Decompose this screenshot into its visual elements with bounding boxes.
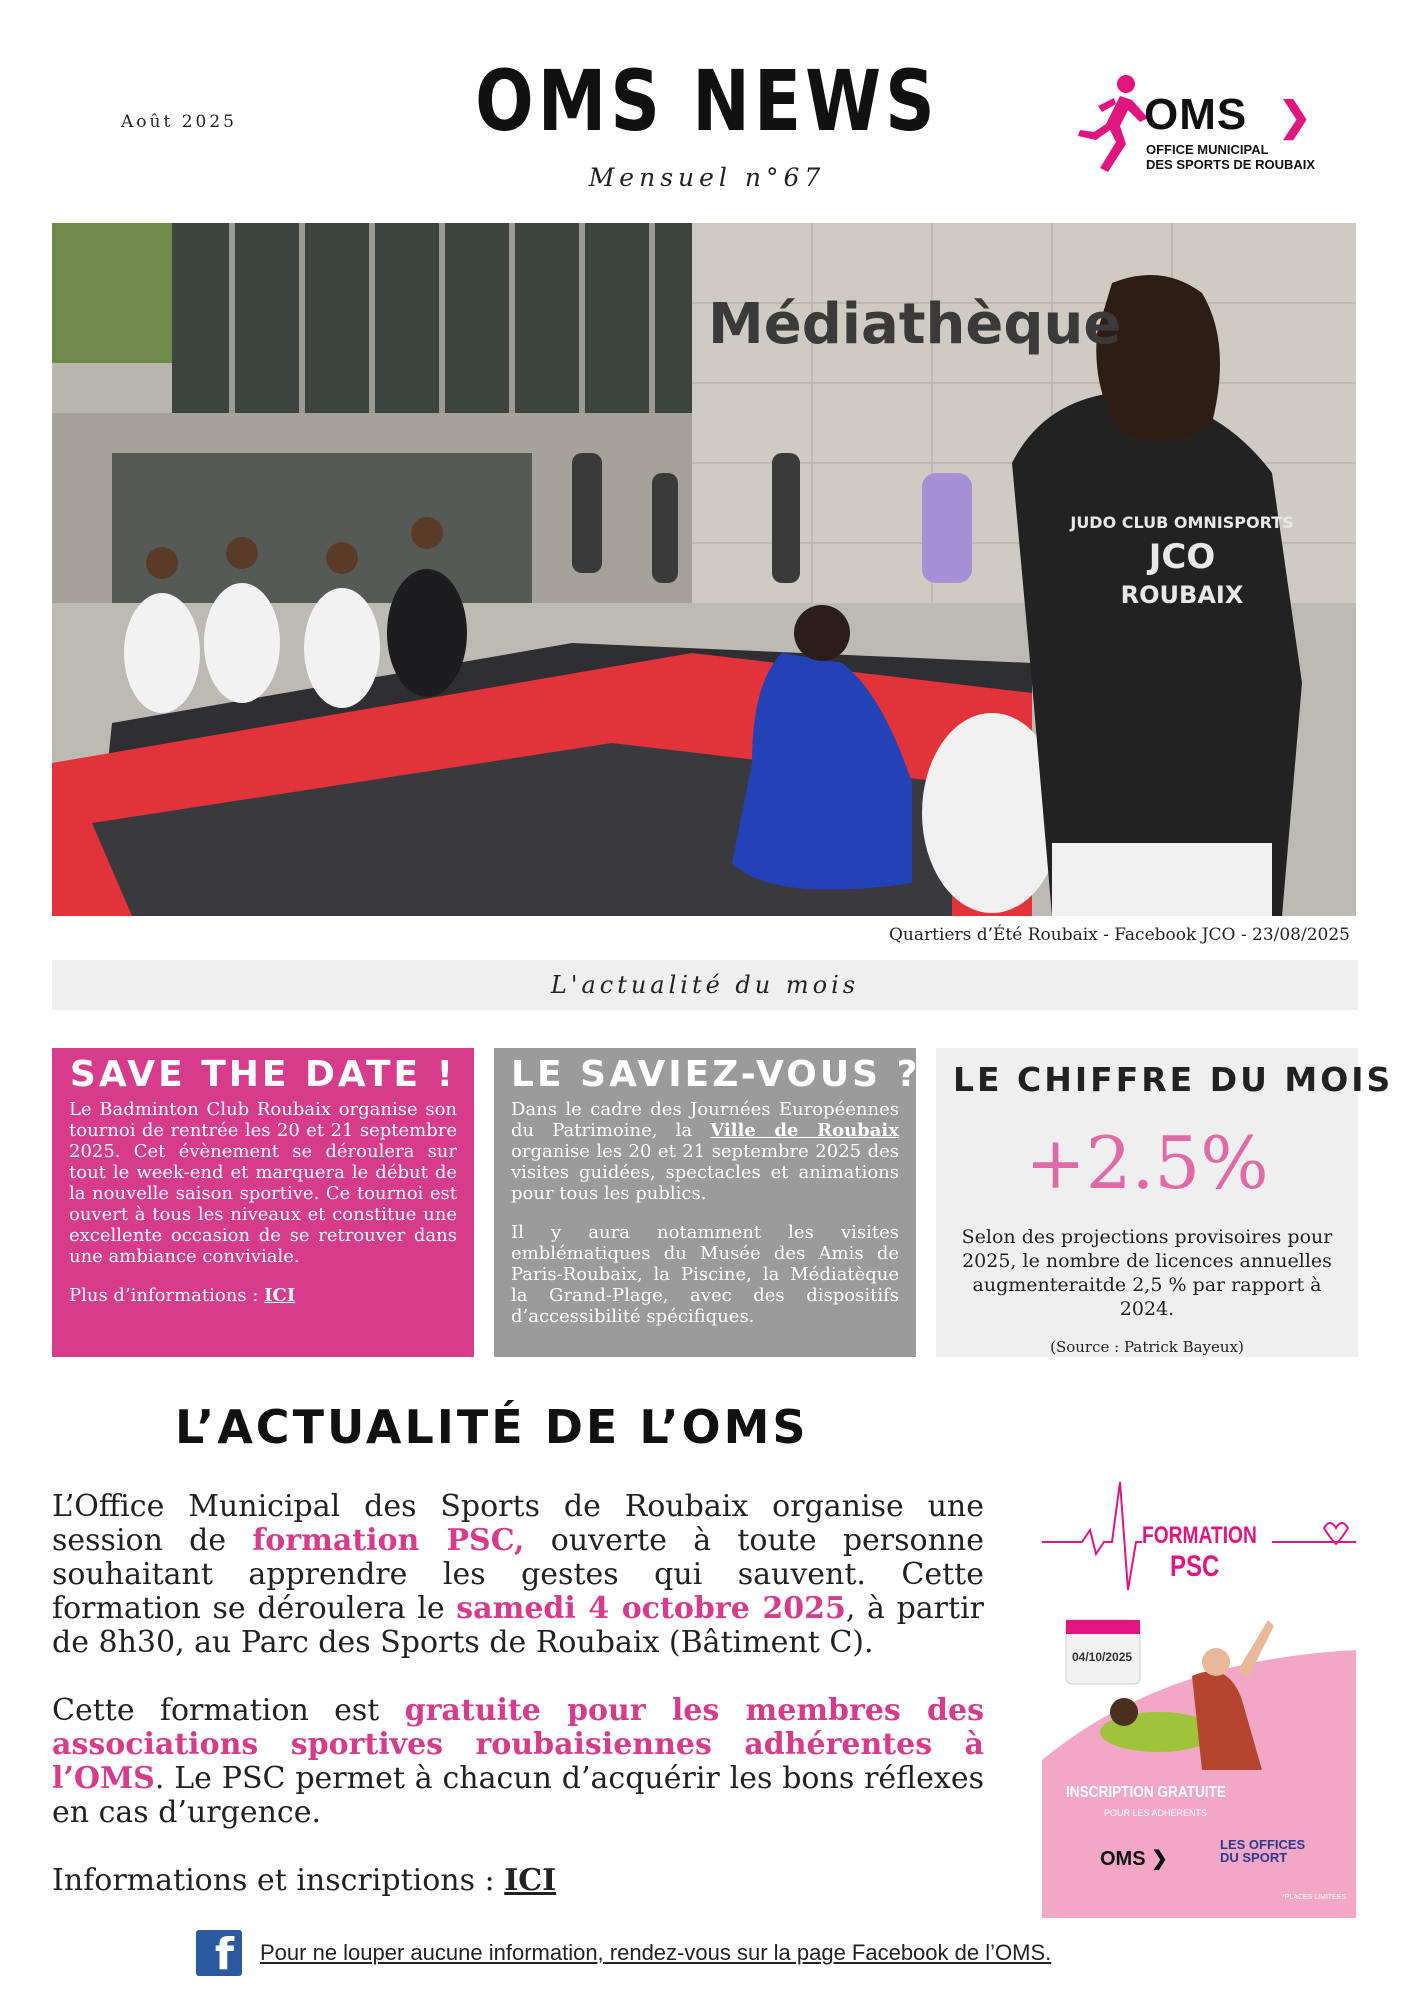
poster-places: *PLACES LIMITEES [1282,1894,1347,1901]
save-the-date-box [52,1048,474,1357]
poster-offices-line1: LES OFFICES [1220,1837,1306,1852]
figure-source: (Source : Patrick Bayeux) [1050,1338,1244,1356]
figure-of-month-title: LE CHIFFRE DU MOIS [953,1060,1394,1099]
psc-poster [1042,1480,1356,1918]
inscriptions-link[interactable]: ICI [504,1863,557,1898]
issue-date: Août 2025 [121,112,237,132]
runner-icon [1070,72,1150,176]
did-you-know-text1-b: organise les 20 et 21 septembre 2025 des visites guidées, spectacles et animations pour tous les publics. [511,1141,899,1204]
more-info-label: Plus d’informations : [69,1285,265,1306]
p1-highlight-date: samedi 4 octobre 2025 [456,1591,846,1626]
poster-title-formation: FORMATION [1142,1522,1257,1549]
did-you-know-text1-a: Dans le cadre des Journées Européennes du Patrimoine, la [511,1099,899,1141]
oms-logo [1070,72,1330,182]
p3-label: Informations et inscriptions : [52,1863,505,1898]
facebook-page-link[interactable]: Pour ne louper aucune information, rendez-vous sur la page Facebook de l’OMS. [260,1940,1052,1965]
mediatheque-sign: Médiathèque [708,292,1122,357]
did-you-know-box [494,1048,921,1357]
figure-value: +2.5% [1025,1121,1269,1205]
photo-caption: Quartiers d’Été Roubaix - Facebook JCO - 23/08/2025 [888,925,1350,945]
ville-de-roubaix-link[interactable]: Ville de Roubaix [710,1120,899,1141]
p1-text-a: L’Office Municipal des Sports de Roubaix organise une session de [52,1489,984,1558]
poster-date: 04/10/2025 [1072,1650,1133,1664]
more-info-link[interactable]: ICI [264,1285,296,1306]
poster-offices-line2: DU SPORT [1220,1850,1288,1865]
logo-subtitle-line2: DES SPORTS DE ROUBAIX [1146,157,1316,172]
poster-inscription: INSCRIPTION GRATUITE [1066,1784,1226,1801]
did-you-know-text1 [511,1099,899,1204]
section-band: L'actualité du mois [52,960,1358,1010]
save-the-date-more [69,1285,457,1306]
poster-title-psc: PSC [1170,1550,1220,1583]
did-you-know-text2: Il y aura notamment les visites emblématiques du Musée des Amis de Paris-Roubaix, la Piscine, la Médiatèque la Grand-Plage, avec des dispositifs d’accessibilité spécifiques. [511,1222,899,1327]
p2-highlight: gratuite pour les membres des associations sportives roubaisiennes adhérentes à l’OMS [52,1693,984,1796]
article-paragraph-2 [52,1694,984,1830]
hero-photo [52,223,1356,916]
main-article [52,1490,984,1898]
issue-number: Mensuel n°67 [588,163,826,192]
did-you-know-title: LE SAVIEZ-VOUS ? [511,1054,921,1095]
logo-subtitle-line1: OFFICE MUNICIPAL [1146,142,1269,157]
chevron-right-icon: ❯ [1278,95,1312,139]
save-the-date-text: Le Badminton Club Roubaix organise son tournoi de rentrée les 20 et 21 septembre 2025. Cet évènement se déroulera sur tout le week-end et marquera le début de la nouvelle saison sportive. Ce tournoi est ouvert à tous les niveaux et constitue une excellente occasion de se retrouver dans une ambiance conviviale. [69,1099,457,1267]
shirt-text-jco: JCO [1148,537,1216,577]
shirt-text-club: JUDO CLUB OMNISPORTS [1070,513,1294,532]
article-paragraph-3 [52,1864,984,1898]
facebook-icon[interactable]: f [196,1930,242,1976]
logo-subtitle [1146,142,1315,172]
figure-of-month-box [936,1048,1394,1357]
section-title: L’ACTUALITÉ DE L’OMS [175,1400,809,1454]
poster-inscription-sub: POUR LES ADHERENTS [1104,1808,1208,1818]
logo-name: OMS [1144,90,1248,139]
save-the-date-title: SAVE THE DATE ! [69,1054,457,1095]
p2-text-b: . Le PSC permet à chacun d’acquérir les bons réflexes en cas d’urgence. [52,1761,984,1830]
poster-offices-logo [1220,1838,1305,1864]
p2-text-a: Cette formation est [52,1693,405,1728]
p1-text-c: , à partir de 8h30, au Parc des Sports de Roubaix (Bâtiment C). [52,1591,985,1660]
newsletter-title: OMS NEWS [475,52,939,150]
poster-oms-logo: OMS ❯ [1100,1848,1168,1870]
shirt-text-city: ROUBAIX [1120,581,1244,609]
p1-text-b: ouverte à toute personne souhaitant apprendre les gestes qui sauvent. Cette formation se déroulera le [52,1523,984,1626]
footer [196,1929,1052,1980]
figure-text: Selon des projections provisoires pour 2025, le nombre de licences annuelles augmenteraitde 2,5 % par rapport à 2024. [961,1226,1333,1320]
article-paragraph-1 [52,1490,984,1660]
p1-highlight-formation: formation PSC, [252,1523,525,1558]
